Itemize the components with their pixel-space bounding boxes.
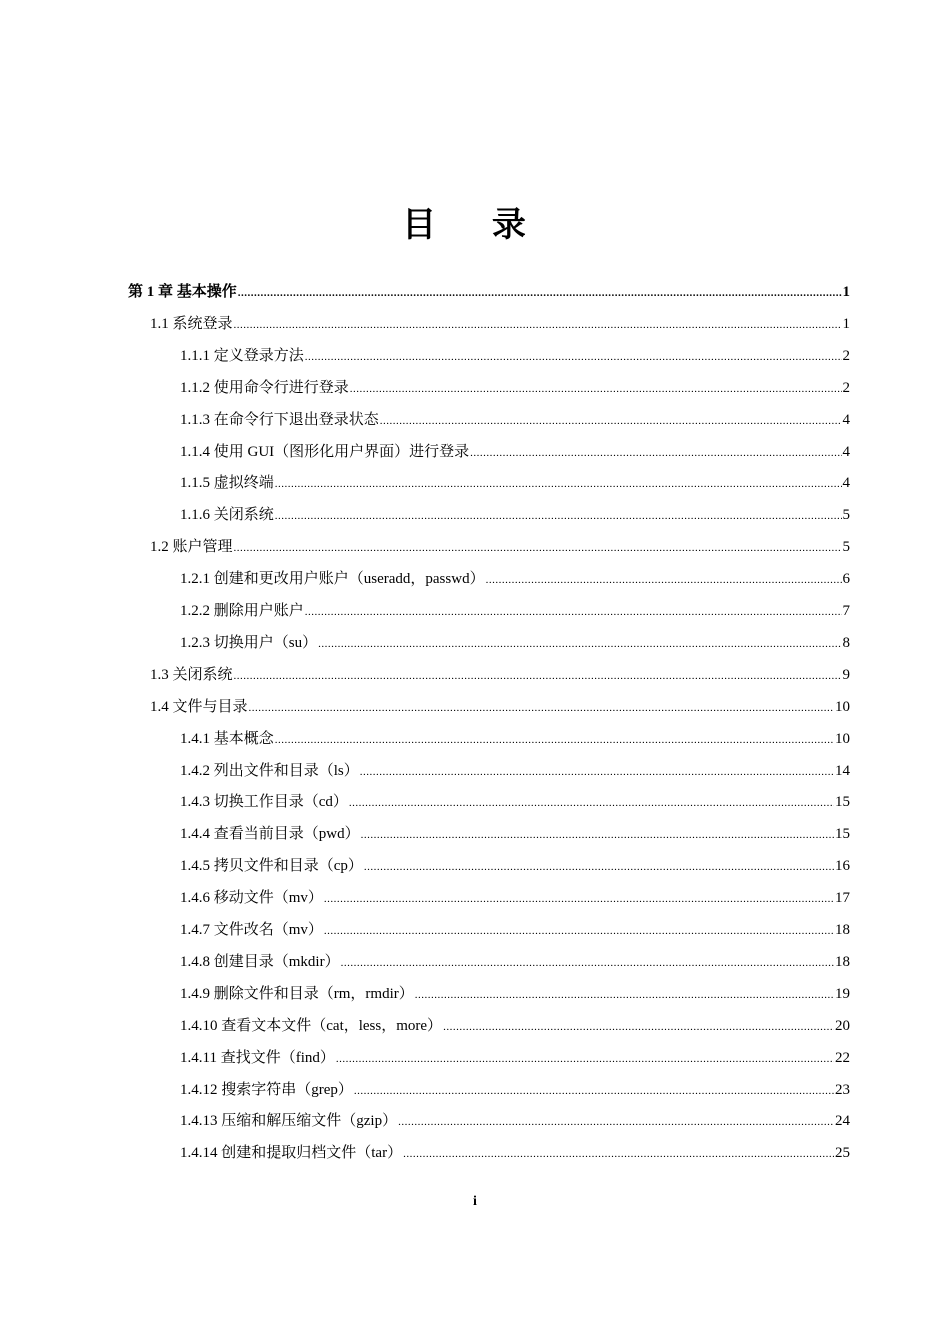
toc-entry-page: 8 xyxy=(842,634,850,651)
toc-entry[interactable] xyxy=(180,1074,850,1106)
toc-dot-leader xyxy=(364,851,834,883)
toc-entry[interactable] xyxy=(180,627,850,659)
toc-entry[interactable] xyxy=(180,1042,850,1074)
toc-entry-page: 20 xyxy=(835,1017,850,1034)
toc-entry[interactable] xyxy=(150,691,850,723)
toc-entry-label: 1.4.13 压缩和解压缩文件（gzip） xyxy=(180,1113,398,1130)
toc-entry-page: 15 xyxy=(835,826,850,843)
toc-entry-page: 14 xyxy=(835,762,850,779)
toc-entry[interactable] xyxy=(180,818,850,850)
toc-entry-label: 1.2 账户管理 xyxy=(150,539,233,556)
toc-entry-page: 6 xyxy=(842,571,850,588)
toc-entry-label: 第 1 章 基本操作 xyxy=(128,284,237,300)
toc-entry[interactable] xyxy=(180,1105,850,1137)
toc-dot-leader xyxy=(354,1075,834,1107)
toc-dot-leader xyxy=(305,596,842,628)
toc-entry-page: 1 xyxy=(842,284,850,300)
toc-entry[interactable] xyxy=(180,499,850,531)
toc-entry-label: 1.2.3 切换用户（su） xyxy=(180,634,318,651)
toc-entry-label: 1.4.8 创建目录（mkdir） xyxy=(180,953,340,970)
toc-dot-leader xyxy=(249,692,834,724)
toc-dot-leader xyxy=(341,947,834,979)
toc-entry-page: 2 xyxy=(842,347,850,364)
toc-entry[interactable] xyxy=(180,755,850,787)
toc-entry[interactable] xyxy=(180,404,850,436)
toc-entry-label: 1.4.3 切换工作目录（cd） xyxy=(180,794,348,811)
toc-entry[interactable] xyxy=(180,1137,850,1169)
toc-entry-page: 9 xyxy=(842,666,850,683)
toc-entry-page: 24 xyxy=(835,1113,850,1130)
toc-entry-label: 1.1.4 使用 GUI（图形化用户界面）进行登录 xyxy=(180,443,470,460)
toc-dot-leader xyxy=(443,1011,834,1043)
toc-entry-page: 17 xyxy=(835,890,850,907)
toc-entry-page: 7 xyxy=(842,603,850,619)
toc-entry-label: 1.4.5 拷贝文件和目录（cp） xyxy=(180,858,363,875)
toc-entry-label: 1.1.6 关闭系统 xyxy=(180,507,274,524)
toc-entry-label: 1.3 关闭系统 xyxy=(150,666,233,683)
toc-entry-label: 1.2.2 删除用户账户 xyxy=(180,603,304,619)
toc-entry-page: 5 xyxy=(842,507,850,524)
toc-dot-leader xyxy=(324,883,834,915)
toc-dot-leader xyxy=(275,500,842,532)
toc-entry-label: 1.4.11 查找文件（find） xyxy=(180,1049,335,1066)
toc-entry-page: 5 xyxy=(842,539,850,556)
toc-entry[interactable] xyxy=(180,436,850,468)
toc-dot-leader xyxy=(234,532,842,564)
toc-entry[interactable] xyxy=(128,276,850,308)
toc-dot-leader xyxy=(470,437,841,469)
toc-entry-page: 4 xyxy=(842,443,850,460)
toc-entry[interactable] xyxy=(150,531,850,563)
toc-entry[interactable] xyxy=(180,595,850,627)
toc-entry-page: 16 xyxy=(835,858,850,875)
toc-entry-label: 1.1.2 使用命令行进行登录 xyxy=(180,379,349,396)
toc-entry-label: 1.2.1 创建和更改用户账户（useradd，passwd） xyxy=(180,571,485,588)
toc-entry-page: 18 xyxy=(835,922,850,938)
toc-dot-leader xyxy=(234,660,842,692)
toc-entry[interactable] xyxy=(180,467,850,499)
toc-entry-page: 10 xyxy=(835,698,850,715)
toc-entry-page: 1 xyxy=(842,315,850,332)
toc-entry[interactable] xyxy=(180,723,850,755)
toc-dot-leader xyxy=(238,277,842,309)
toc-entry-label: 1.4.14 创建和提取归档文件（tar） xyxy=(180,1145,403,1162)
toc-entry[interactable] xyxy=(150,308,850,340)
toc-entry-label: 1.1.1 定义登录方法 xyxy=(180,347,304,364)
toc-entry-page: 2 xyxy=(842,379,850,396)
toc-dot-leader xyxy=(305,341,842,373)
toc-entry-label: 1.4 文件与目录 xyxy=(150,698,248,715)
toc-entry[interactable] xyxy=(180,372,850,404)
toc-entry[interactable] xyxy=(180,978,850,1010)
page-title: 目 录 xyxy=(402,205,548,245)
toc-entry-page: 18 xyxy=(835,953,850,970)
toc-entry-label: 1.4.2 列出文件和目录（ls） xyxy=(180,762,359,779)
toc-entry-label: 1.4.1 基本概念 xyxy=(180,730,274,747)
page-number: i xyxy=(473,1194,477,1209)
toc-entry-page: 4 xyxy=(842,475,850,492)
toc-entry[interactable] xyxy=(180,1010,850,1042)
toc-dot-leader xyxy=(324,915,834,947)
toc-entry-page: 23 xyxy=(835,1081,850,1098)
toc-entry[interactable] xyxy=(180,340,850,372)
toc-entry-label: 1.1 系统登录 xyxy=(150,315,233,332)
toc-entry-page: 19 xyxy=(835,985,850,1002)
toc-entry-label: 1.1.5 虚拟终端 xyxy=(180,475,274,492)
toc-dot-leader xyxy=(275,724,834,756)
toc-dot-leader xyxy=(403,1138,834,1170)
toc-entry[interactable] xyxy=(180,882,850,914)
toc-entry-label: 1.4.10 查看文本文件（cat，less，more） xyxy=(180,1017,443,1034)
toc-dot-leader xyxy=(415,979,834,1011)
toc-dot-leader xyxy=(318,628,841,660)
toc-entry-label: 1.4.12 搜索字符串（grep） xyxy=(180,1081,353,1098)
toc-entry-label: 1.1.3 在命令行下退出登录状态 xyxy=(180,411,379,428)
toc-entry-label: 1.4.7 文件改名（mv） xyxy=(180,922,323,938)
toc-entry[interactable] xyxy=(180,946,850,978)
toc-dot-leader xyxy=(275,468,842,500)
toc-dot-leader xyxy=(361,819,834,851)
toc-entry[interactable] xyxy=(180,563,850,595)
toc-dot-leader xyxy=(486,564,842,596)
toc-entry[interactable] xyxy=(150,659,850,691)
toc-entry-label: 1.4.4 查看当前目录（pwd） xyxy=(180,826,360,843)
toc-dot-leader xyxy=(398,1106,834,1138)
toc-entry[interactable] xyxy=(180,850,850,882)
toc-dot-leader xyxy=(360,756,834,788)
toc-entry-label: 1.4.9 删除文件和目录（rm，rmdir） xyxy=(180,985,414,1002)
toc-entry-page: 10 xyxy=(835,730,850,747)
toc-entry-page: 22 xyxy=(835,1049,850,1066)
toc-entry-page: 15 xyxy=(835,794,850,811)
toc-dot-leader xyxy=(234,309,842,341)
toc-entry-page: 25 xyxy=(835,1145,850,1162)
toc-dot-leader xyxy=(336,1043,834,1075)
toc-entry[interactable] xyxy=(180,914,850,946)
toc-dot-leader xyxy=(380,405,842,437)
toc-dot-leader xyxy=(349,787,834,819)
toc-dot-leader xyxy=(350,373,842,405)
toc-entry-label: 1.4.6 移动文件（mv） xyxy=(180,890,323,907)
toc-entry-page: 4 xyxy=(842,411,850,428)
toc-entry[interactable] xyxy=(180,786,850,818)
